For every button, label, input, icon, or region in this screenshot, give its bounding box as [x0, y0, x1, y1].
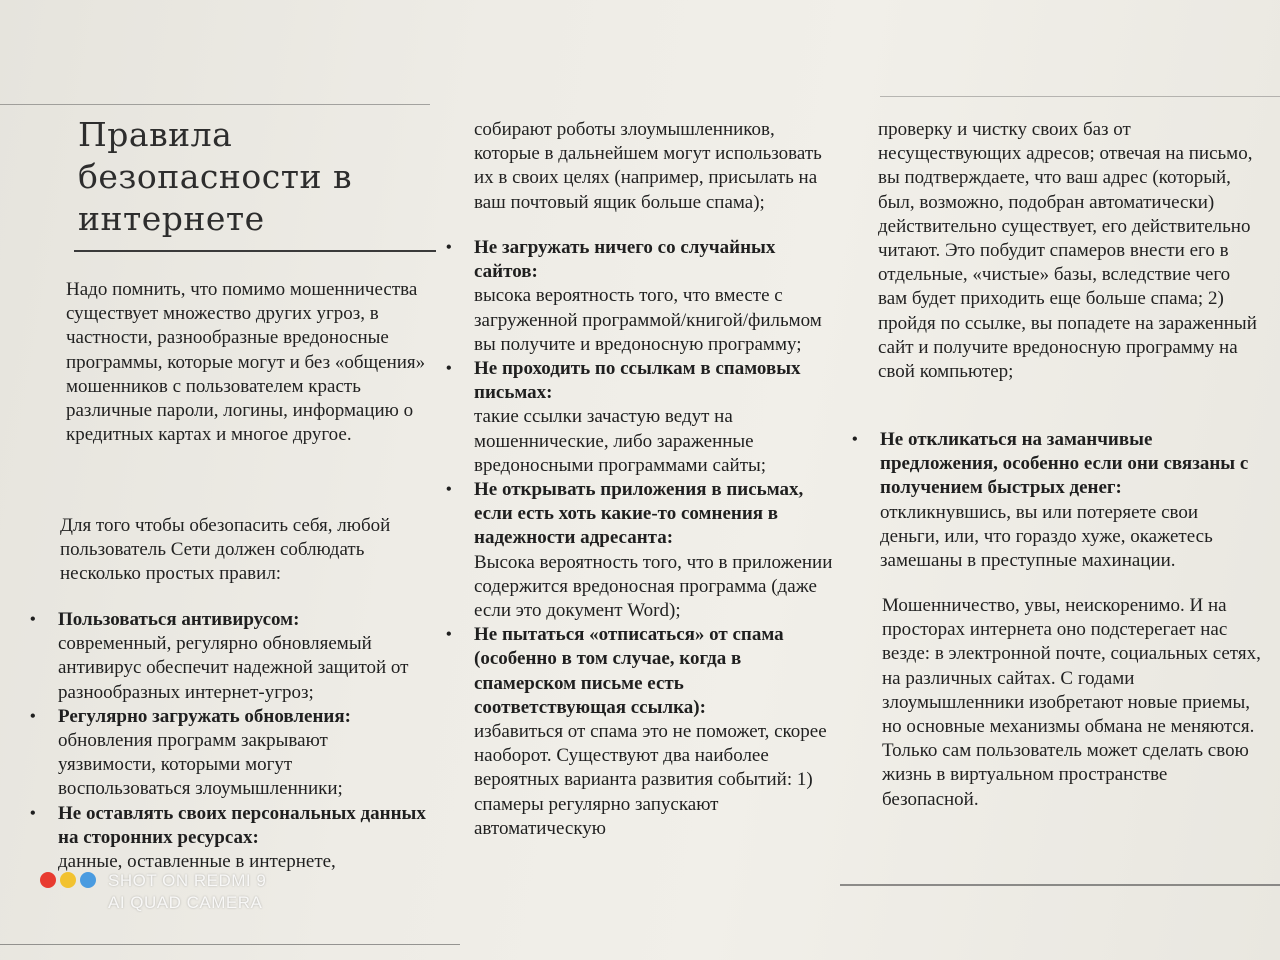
rule-heading: Не проходить по ссылкам в спамовых письмах: — [474, 358, 801, 404]
rules-list-3 — [852, 428, 1260, 573]
rules-list-1 — [30, 608, 428, 874]
rule-body: данные, оставленные в интернете, — [58, 851, 336, 873]
rule-heading: Не оставлять своих персональных данных на сторонних ресурсах: — [58, 802, 426, 848]
rule-body: откликнувшись, вы или потеряете свои деньги, или, что гораздо хуже, окажетесь замешаны в преступные махинации. — [880, 501, 1213, 572]
rule-item — [852, 428, 1260, 573]
rule-body: Высока вероятность того, что в приложении содержится вредоносная программа (даже если это документ Word); — [474, 551, 833, 622]
watermark-line-2: AI QUAD CAMERA — [108, 893, 263, 912]
title-underline — [74, 250, 436, 252]
logo-dot — [60, 872, 76, 888]
rule-item — [446, 357, 834, 478]
logo-dot — [80, 872, 96, 888]
rule-heading: Не открывать приложения в письмах, если есть хоть какие-то сомнения в надежности адресанта: — [474, 479, 804, 549]
rule-item — [30, 608, 428, 705]
bullet-icon: • — [30, 611, 36, 628]
bullet-icon: • — [852, 431, 858, 448]
rule-body: современный, регулярно обновляемый антивирус обеспечит надежной защитой от разнообразных интернет-угроз; — [58, 633, 409, 703]
bullet-icon: • — [446, 239, 452, 256]
top-edge-line — [0, 104, 430, 105]
rule-body: высока вероятность того, что вместе с загруженной программой/книгой/фильмом вы получите и вредоносную программу; — [474, 285, 822, 355]
rule-heading: Не загружать ничего со случайных сайтов: — [474, 237, 776, 283]
bullet-icon: • — [446, 626, 452, 644]
bullet-icon: • — [30, 707, 36, 725]
rule-item — [446, 478, 834, 623]
logo-dot — [40, 872, 56, 888]
continued-text: собирают роботы злоумышленников, которые в дальнейшем могут использовать их в своих целях (например, присылать на ваш почтовый ящик больше спама); — [474, 119, 822, 213]
watermark-text — [108, 870, 266, 914]
top-edge-line-right — [880, 96, 1280, 97]
rule-body: избавиться от спама это не поможет, скорее наоборот. Существуют два наиболее вероятных варианта развития событий: 1) спамеры регулярно запускают автоматическую — [474, 721, 827, 839]
continued-text: проверку и чистку своих баз от несуществующих адресов; отвечая на письмо, вы подтверждаете, что ваш адрес (который, был, возможно, подобран автоматически) действительно существует, его действительно читают. Это побудит спамеров внести его в отдельные, «чистые» базы, вследствие чего вам будет приходить еще больше спама; 2) пройдя по ссылке, вы попадете на зараженный сайт и получите вредоносную программу на свой компьютер; — [878, 119, 1257, 383]
rule-item — [30, 802, 428, 875]
intro-paragraph-2: Для того чтобы обезопасить себя, любой пользователь Сети должен соблюдать несколько простых правил: — [60, 515, 391, 585]
camera-logo-icon — [40, 872, 100, 890]
rules-list-2 — [446, 236, 834, 841]
bottom-edge-line-right — [840, 884, 1280, 886]
rule-item — [30, 705, 428, 802]
closing-paragraph: Мошенничество, увы, неискоренимо. И на просторах интернета оно подстерегает нас везде: в электронной почте, социальных сетях, на различных сайтах. С годами злоумышленники изобретают новые приемы, но основные механизмы обмана не меняются. Только сам пользователь может сделать свою жизнь в виртуальном пространстве безопасной. — [882, 595, 1261, 810]
watermark-line-1: SHOT ON REDMI 9 — [108, 871, 267, 890]
rule-item — [446, 236, 834, 357]
rule-body: обновления программ закрывают уязвимости, которыми могут воспользоваться злоумышленники; — [58, 730, 343, 800]
rule-heading: Регулярно загружать обновления: — [58, 705, 351, 727]
rule-heading: Не пытаться «отписаться» от спама (особенно в том случае, когда в спамерском письме есть соответствующая ссылка): — [474, 624, 784, 718]
rule-body: такие ссылки зачастую ведут на мошеннические, либо зараженные вредоносными программами сайты; — [474, 406, 767, 476]
rule-item — [446, 623, 834, 841]
bullet-icon: • — [30, 804, 36, 822]
bullet-icon: • — [446, 360, 452, 378]
bottom-edge-line — [0, 944, 460, 945]
rule-heading: Не откликаться на заманчивые предложения, особенно если они связаны с получением быстрых денег: — [880, 429, 1249, 499]
page-title: Правила безопасности в интернете — [78, 115, 353, 238]
bullet-icon: • — [446, 481, 452, 499]
intro-paragraph-1: Надо помнить, что помимо мошенничества существует множество других угроз, в частности, разнообразные вредоносные программы, которые могут и без «общения» мошенников с пользователем красть различные пароли, логины, информацию о кредитных картах и многое другое. — [66, 279, 426, 446]
rule-heading: Пользоваться антивирусом: — [58, 609, 300, 630]
